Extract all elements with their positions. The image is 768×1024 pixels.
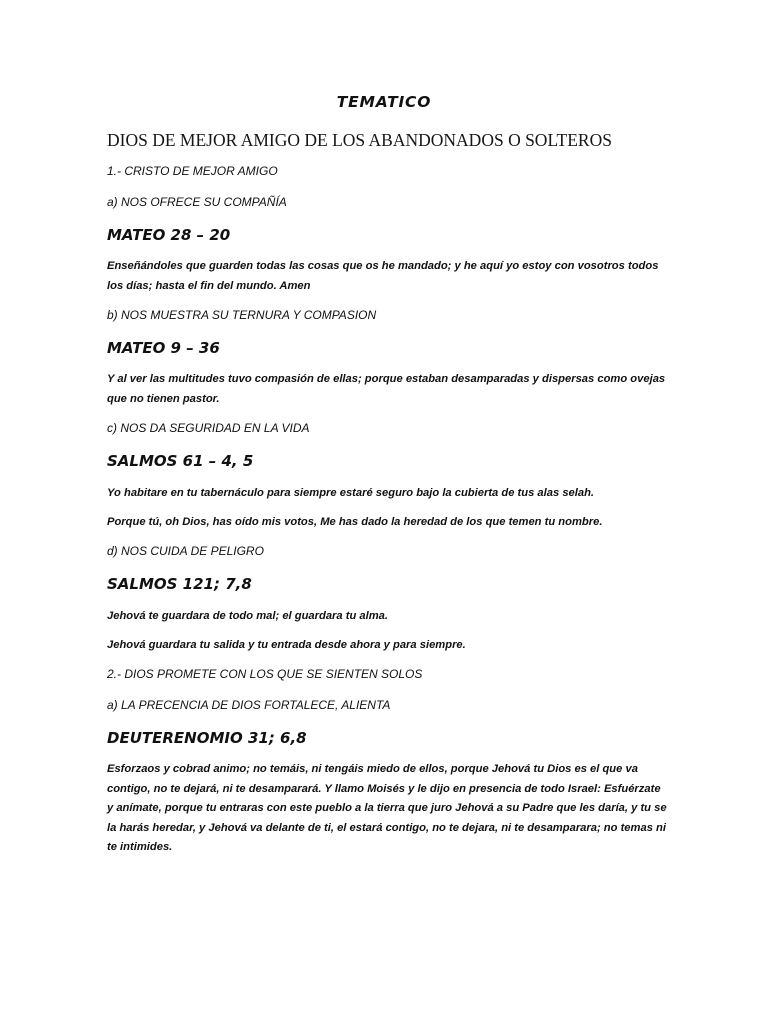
verse-d-1: Jehová te guardara de todo mal; el guardara tu alma. [107, 610, 389, 622]
section-heading-2: 2.- DIOS PROMETE CON LOS QUE SE SIENTEN SOLOS [107, 667, 423, 681]
scripture-reference-a: MATEO 28 – 20 [107, 226, 231, 244]
verse-c-2: Porque tú, oh Dios, has oído mis votos, Me has dado la heredad de los que temen tu nombre. [107, 516, 603, 528]
scripture-reference-b: MATEO 9 – 36 [107, 339, 220, 357]
point-d: d) NOS CUIDA DE PELIGRO [107, 544, 264, 558]
verse-d-2: Jehová guardara tu salida y tu entrada desde ahora y para siempre. [107, 639, 466, 651]
page-title: TEMATICO [336, 93, 432, 111]
point-a: a) NOS OFRECE SU COMPAÑÍA [107, 195, 287, 209]
verse-b: Y al ver las multitudes tuvo compasión de ellas; porque estaban desamparadas y dispersas como ovejas que no tienen pastor. [107, 373, 666, 405]
scripture-reference-2a: DEUTERENOMIO 31; 6,8 [107, 729, 307, 747]
verse-2a: Esforzaos y cobrad animo; no temáis, ni tengáis miedo de ellos, porque Jehová tu Dios es el que va contigo, no te dejará, ni te desamparará. Y llamo Moisés y le dijo en presencia de todo Israel: Esfuérzate y anímate, porque tu entraras con este pueblo a la tierra que juro Jehová a su Padre que les daría, y tu se la harás heredar, y Jehová va delante de ti, el estará contigo, no te dejara, ni te desamparara; no temas ni te intimides. [107, 763, 667, 853]
scripture-reference-d: SALMOS 121; 7,8 [107, 575, 252, 593]
point-b: b) NOS MUESTRA SU TERNURA Y COMPASION [107, 308, 377, 322]
point-c: c) NOS DA SEGURIDAD EN LA VIDA [107, 421, 310, 435]
verse-c-1: Yo habitare en tu tabernáculo para siempre estaré seguro bajo la cubierta de tus alas selah. [107, 487, 595, 499]
section-heading-1: 1.- CRISTO DE MEJOR AMIGO [107, 164, 278, 178]
scripture-reference-c: SALMOS 61 – 4, 5 [107, 452, 254, 470]
point-2a: a) LA PRECENCIA DE DIOS FORTALECE, ALIENTA [107, 698, 391, 712]
document-subtitle: DIOS DE MEJOR AMIGO DE LOS ABANDONADOS O SOLTEROS [107, 130, 612, 150]
verse-a: Enseñándoles que guarden todas las cosas que os he mandado; y he aquí yo estoy con vosotros todos los días; hasta el fin del mundo. Amen [107, 260, 659, 292]
